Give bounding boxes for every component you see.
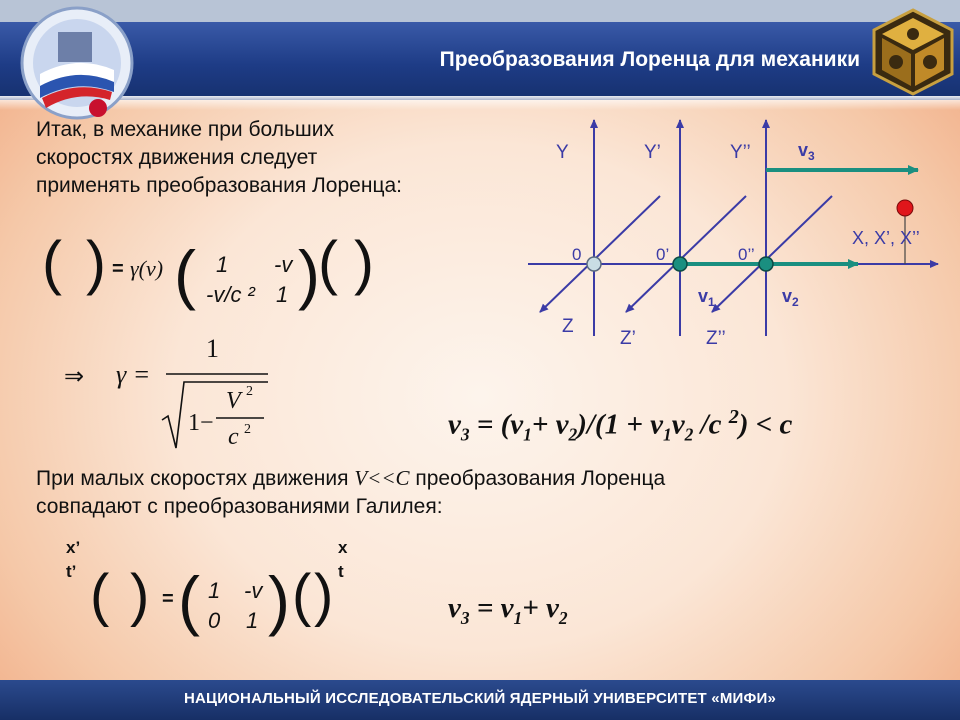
x-prime-label: x’ [66, 538, 81, 557]
gamma-of-v: γ(v) [130, 256, 164, 281]
v2-label: $v_2$ [782, 286, 799, 309]
matrix-right-paren: ) [298, 237, 320, 311]
z-prime-axis [626, 196, 746, 312]
x-axes-label: X, X’, X’’ [852, 228, 920, 248]
origin-point [587, 257, 601, 271]
galileo-cell-11: 1 [208, 578, 221, 603]
small-speeds-line-2: совпадают с преобразованиями Галилея: [36, 495, 443, 518]
moving-body-icon [897, 200, 913, 216]
galileo-matrix-left-paren: ( [178, 563, 200, 637]
right-paren: ) [86, 229, 106, 296]
t-label: t [338, 562, 344, 581]
denominator-one-minus: 1− [188, 410, 214, 436]
origin-double-prime-label: 0’’ [738, 245, 755, 264]
relativistic-velocity-addition: $v_3 = (v_1+ v_2)/(1 + v_1v_2$ /c $^2$) < c [448, 406, 793, 445]
matrix-cell-22: 1 [276, 282, 289, 307]
z-axis [540, 196, 660, 312]
left-paren: ( [42, 229, 62, 296]
small-speeds-paragraph [36, 464, 896, 521]
small-speeds-text-b: преобразования Лоренца [409, 467, 666, 490]
galileo-rhs-right-paren: ) [314, 563, 334, 628]
origin-double-prime-point [759, 257, 773, 271]
v-exponent: 2 [246, 384, 253, 399]
galileo-cell-21: 0 [208, 608, 221, 633]
classical-velocity-addition: $v_3 = v_1+ v_2$ [448, 592, 568, 628]
intro-line-3: применять преобразования Лоренца: [36, 174, 402, 197]
galileo-left-paren: ( [90, 563, 110, 628]
cube-logo-icon [868, 4, 958, 100]
intro-line-2: скоростях движения следует [36, 146, 318, 169]
origin-label: 0 [572, 245, 582, 264]
galileo-cell-22: 1 [246, 608, 259, 633]
fraction-and-radical [160, 368, 272, 452]
top-frame [0, 0, 960, 22]
v-much-less-than-c: V<<C [354, 466, 410, 490]
denominator-v: V [226, 388, 241, 414]
matrix-cell-12: -v [274, 252, 293, 277]
galileo-matrix-right-paren: ) [268, 563, 290, 637]
equals-sign: = [112, 258, 124, 280]
x-label: x [338, 538, 348, 557]
reference-frames-diagram [520, 110, 950, 350]
y-label: Y [556, 142, 569, 163]
university-logo-icon [18, 4, 136, 122]
intro-paragraph [36, 116, 516, 200]
matrix-left-paren: ( [174, 237, 196, 311]
page-title: Преобразования Лоренца для механики [439, 48, 860, 71]
galileo-cell-12: -v [244, 578, 263, 603]
galileo-equals: = [162, 588, 174, 610]
footer-text: НАЦИОНАЛЬНЫЙ ИССЛЕДОВАТЕЛЬСКИЙ ЯДЕРНЫЙ УНИВЕРСИТЕТ «МИФИ» [183, 690, 777, 707]
z-prime-label: Z’ [620, 328, 636, 349]
z-double-prime-label: Z’’ [706, 328, 726, 349]
c-exponent: 2 [244, 422, 251, 437]
z-label: Z [562, 316, 574, 337]
v3-label: $v_3$ [798, 140, 815, 163]
z-double-prime-axis [712, 196, 832, 312]
header-glow [0, 96, 960, 110]
t-prime-label: t’ [66, 562, 77, 581]
origin-prime-point [673, 257, 687, 271]
y-prime-label: Y’ [644, 142, 661, 163]
gamma-numerator: 1 [206, 334, 219, 363]
rhs-left-paren: ( [318, 229, 338, 296]
small-speeds-line-1 [36, 464, 896, 493]
small-speeds-text-a: При малых скоростях движения [36, 467, 355, 490]
implies-symbol: ⇒ [64, 364, 85, 390]
intro-line-1: Итак, в механике при больших [36, 118, 334, 141]
v1-label: $v_1$ [698, 286, 715, 309]
denominator-c: c [228, 424, 239, 450]
y-double-prime-label: Y’’ [730, 142, 751, 163]
origin-prime-label: 0’ [656, 245, 670, 264]
galileo-rhs-left-paren: ( [292, 563, 312, 628]
rhs-right-paren: ) [354, 229, 374, 296]
matrix-cell-21: -v/c ² [206, 282, 255, 307]
galileo-right-paren: ) [130, 563, 150, 628]
matrix-cell-11: 1 [216, 252, 229, 277]
gamma-lhs: γ = [116, 360, 151, 389]
